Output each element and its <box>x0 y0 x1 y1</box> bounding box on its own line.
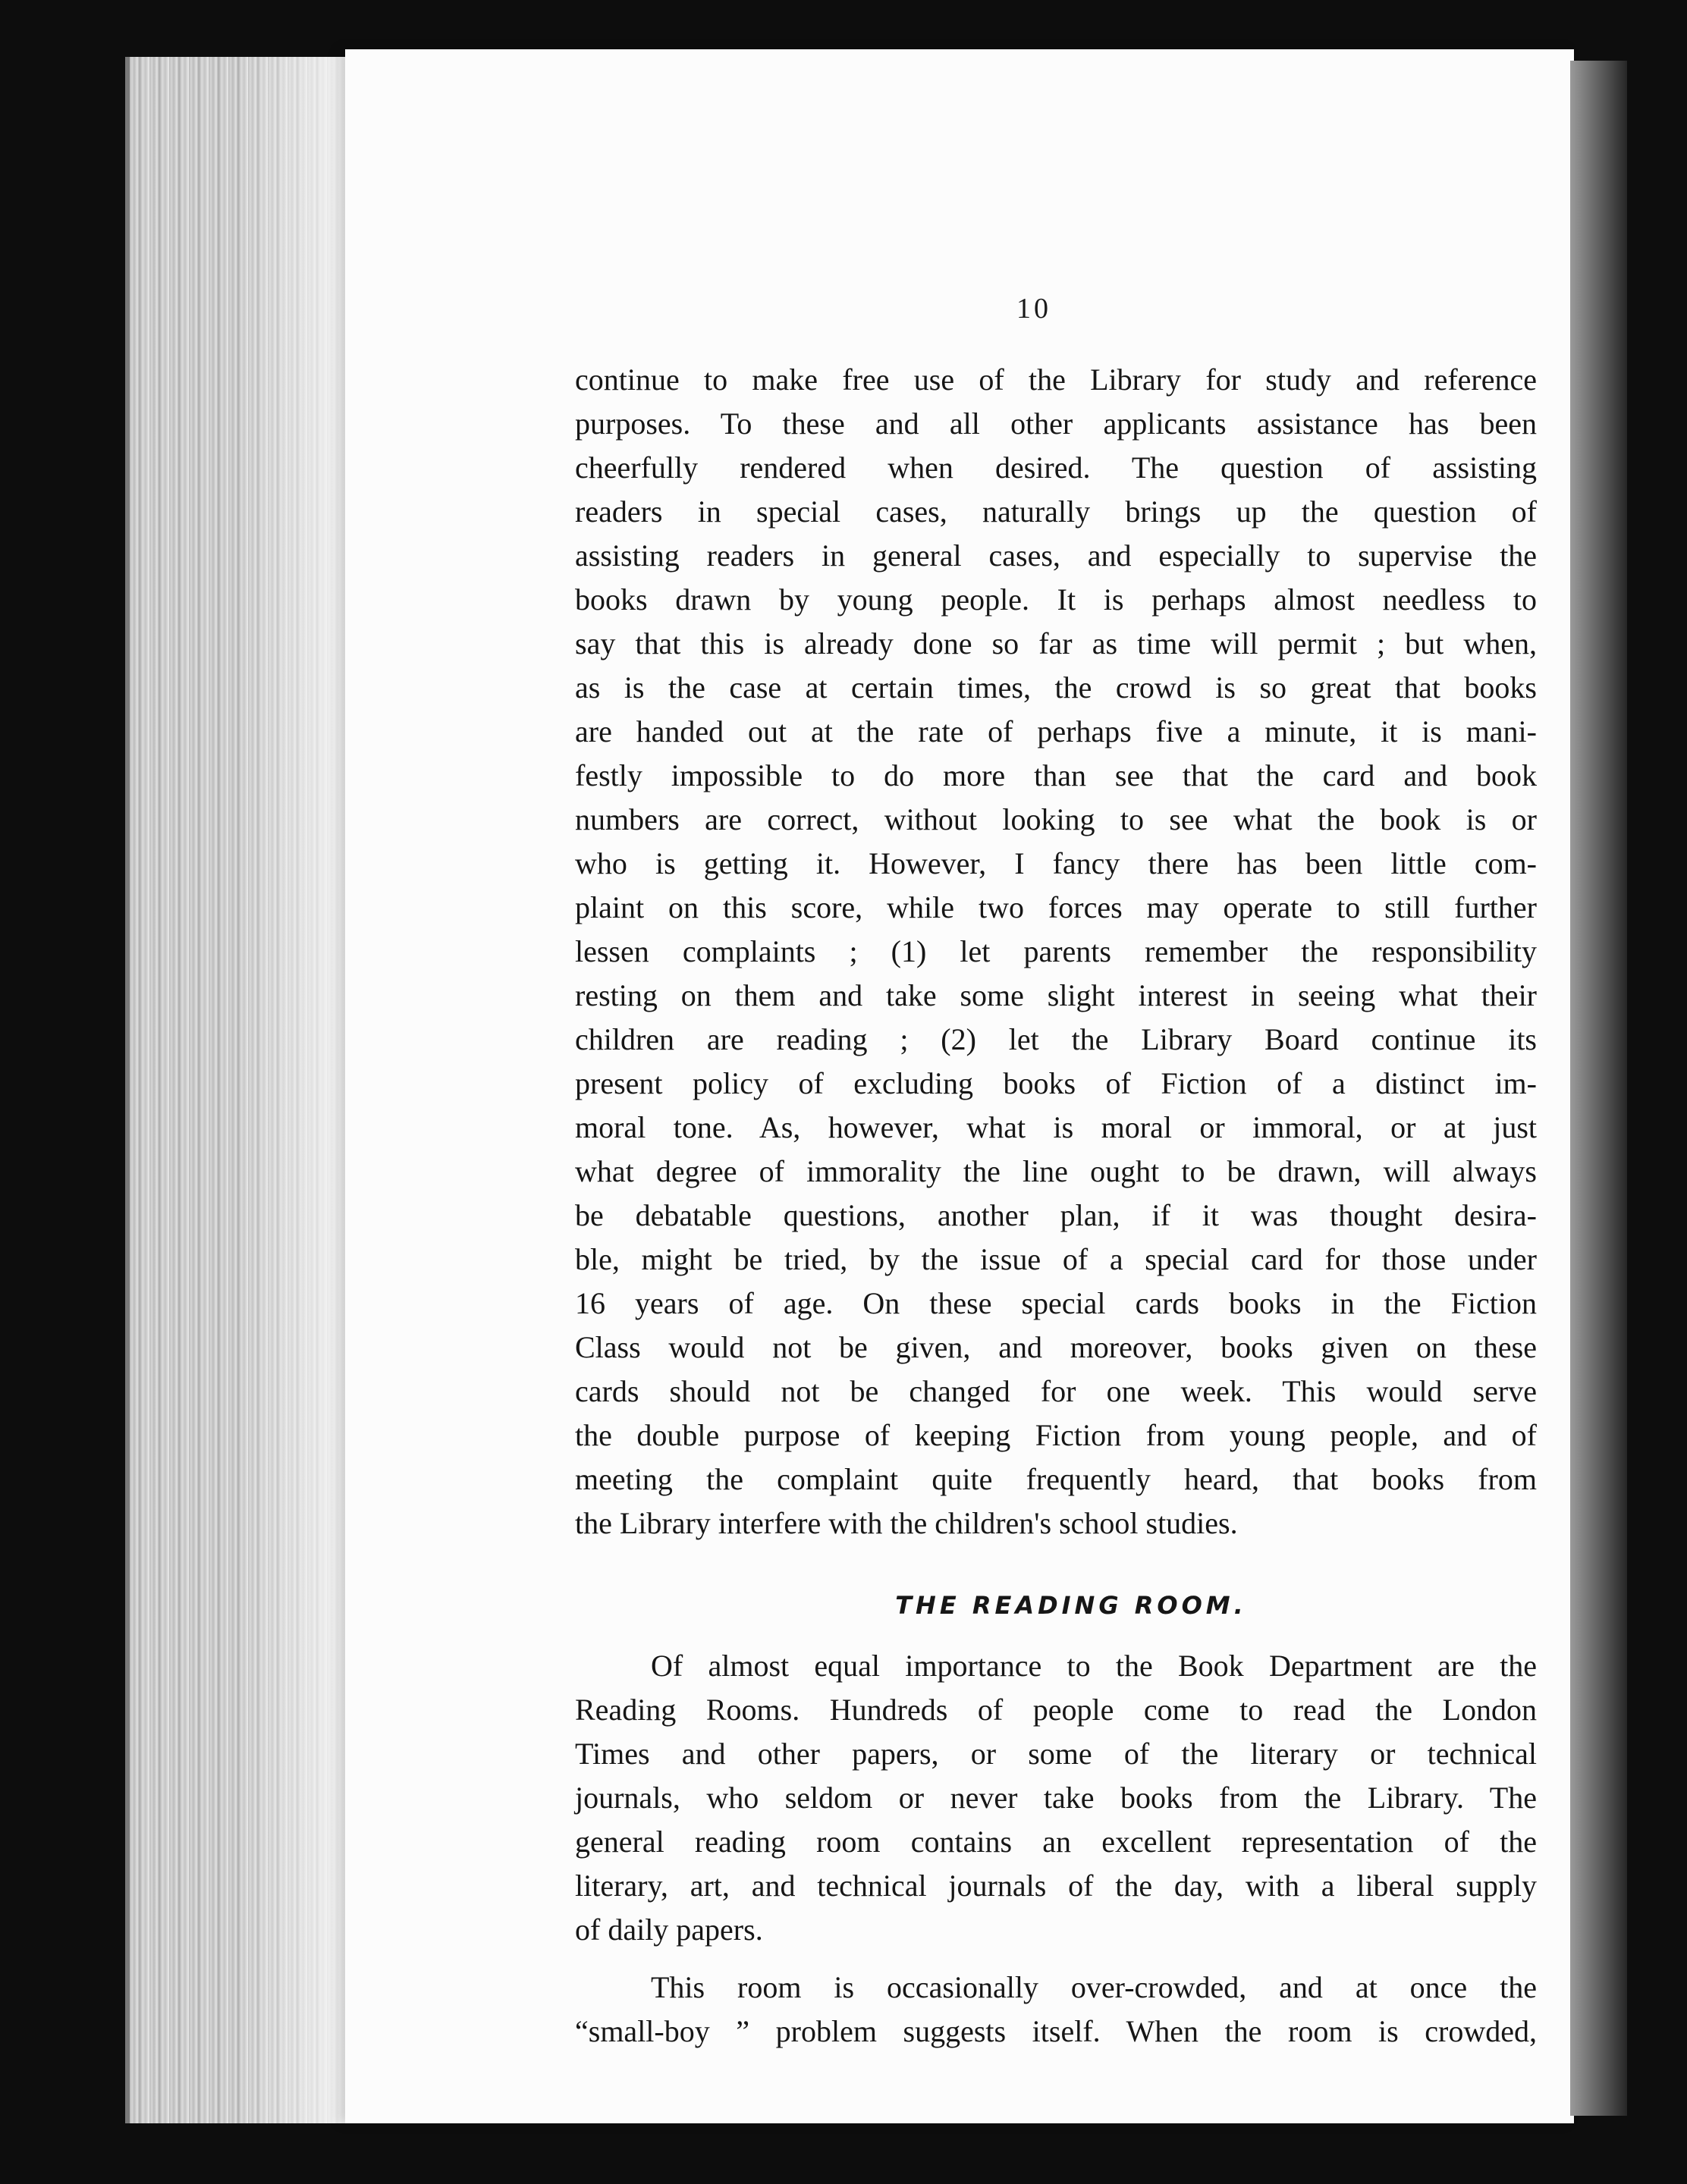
text-line: Times and other papers, or some of the literary or technical <box>575 1737 1537 1771</box>
text-line: what degree of immorality the line ought to be drawn, will always <box>575 1154 1537 1188</box>
text-line: continue to make free use of the Library for study and reference <box>575 362 1537 397</box>
text-line: readers in special cases, naturally brings up the question of <box>575 494 1537 529</box>
text-line: cheerfully rendered when desired. The question of assisting <box>575 450 1537 485</box>
text-line: be debatable questions, another plan, if it was thought desira- <box>575 1198 1537 1232</box>
paragraph-spacer <box>575 1952 1537 1966</box>
text-line: festly impossible to do more than see that the card and book <box>575 758 1537 792</box>
text-line: present policy of excluding books of Fiction of a distinct im- <box>575 1066 1537 1100</box>
text-line: literary, art, and technical journals of the day, with a liberal supply <box>575 1869 1537 1903</box>
text-line: cards should not be changed for one week. This would serve <box>575 1374 1537 1408</box>
text-line: Of almost equal importance to the Book Department are the <box>651 1649 1537 1683</box>
text-line: ble, might be tried, by the issue of a special card for those under <box>575 1242 1537 1276</box>
paragraph-3 <box>575 1966 1537 2054</box>
text-line: journals, who seldom or never take books from the Library. The <box>575 1781 1537 1815</box>
text-line: Reading Rooms. Hundreds of people come to read the London <box>575 1693 1537 1727</box>
text-line: Class would not be given, and moreover, books given on these <box>575 1330 1537 1364</box>
text-line: say that this is already done so far as time will permit ; but when, <box>575 626 1537 661</box>
text-line: meeting the complaint quite frequently heard, that books from <box>575 1462 1537 1496</box>
text-line: children are reading ; (2) let the Library Board continue its <box>575 1022 1537 1056</box>
text-line: This room is occasionally over-crowded, and at once the <box>651 1970 1537 2004</box>
text-line: 16 years of age. On these special cards books in the Fiction <box>575 1286 1537 1320</box>
text-line: resting on them and take some slight interest in seeing what their <box>575 978 1537 1012</box>
text-line: general reading room contains an excellent representation of the <box>575 1825 1537 1859</box>
text-line: numbers are correct, without looking to see what the book is or <box>575 802 1537 836</box>
paragraph-2 <box>575 1644 1537 1952</box>
text-line: books drawn by young people. It is perhaps almost needless to <box>575 582 1537 617</box>
page-edge-shadow <box>1570 61 1627 2116</box>
page-stack-edges <box>125 57 357 2123</box>
page-number: 10 <box>1016 293 1051 325</box>
text-line: moral tone. As, however, what is moral or immoral, or at just <box>575 1110 1537 1144</box>
paragraph-1 <box>575 358 1537 1545</box>
text-line: who is getting it. However, I fancy there has been little com- <box>575 846 1537 880</box>
text-line: lessen complaints ; (1) let parents remember the responsibility <box>575 934 1537 968</box>
text-line: the double purpose of keeping Fiction from young people, and of <box>575 1418 1537 1452</box>
text-line: are handed out at the rate of perhaps five a minute, it is mani- <box>575 714 1537 748</box>
text-line: plaint on this score, while two forces may operate to still further <box>575 890 1537 924</box>
text-line: as is the case at certain times, the crowd is so great that books <box>575 670 1537 704</box>
text-line: assisting readers in general cases, and especially to supervise the <box>575 538 1537 573</box>
text-line: the Library interfere with the children's school studies. <box>575 1506 1238 1540</box>
text-line: “small-boy ” problem suggests itself. When the room is crowded, <box>575 2014 1537 2048</box>
section-heading: THE READING ROOM. <box>895 1591 1247 1620</box>
text-line: of daily papers. <box>575 1913 763 1947</box>
page-body <box>575 358 1537 2054</box>
text-line: purposes. To these and all other applicants assistance has been <box>575 406 1537 441</box>
